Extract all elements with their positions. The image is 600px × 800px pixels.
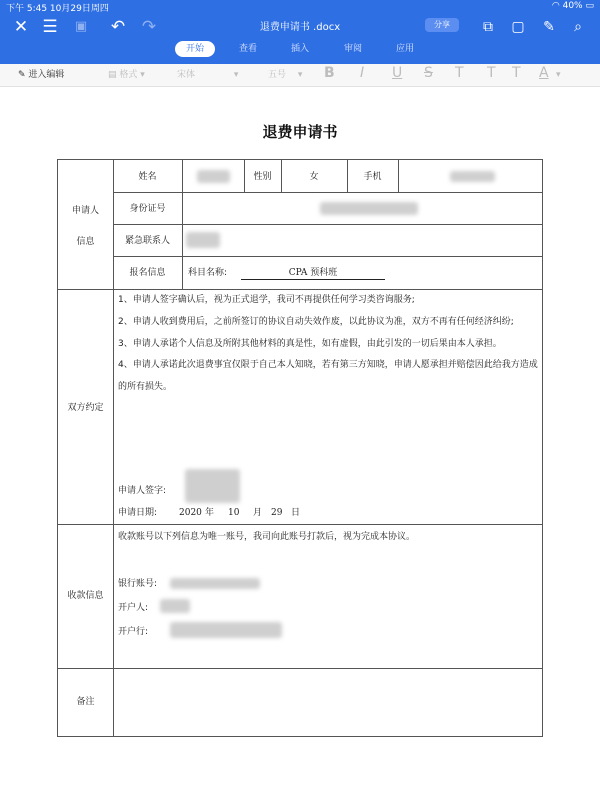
font-label: 宋体 <box>177 70 196 80</box>
tab-review[interactable]: 审阅 <box>343 44 362 54</box>
tab-apps[interactable]: 应用 <box>395 44 414 54</box>
applicant-section-label: 信息 <box>76 237 95 247</box>
ribbon-tabs <box>0 41 600 59</box>
text-effect-button[interactable]: T <box>512 65 521 81</box>
redacted-account-holder <box>160 599 190 613</box>
style-icon: ▤ <box>108 70 120 80</box>
chevron-down-icon: ▾ <box>195 70 239 80</box>
row-divider <box>113 192 542 193</box>
edit-pen-icon: ✎ <box>18 70 29 80</box>
battery-indicator <box>552 1 594 11</box>
row-divider <box>113 256 542 257</box>
clause-4: 4、申请人承诺此次退费事宜仅限于自己本人知晓，若有第三方知晓，申请人愿承担并赔偿因此给我方造成的所有损失。 <box>118 360 538 393</box>
italic-button[interactable]: I <box>360 65 365 81</box>
document-file-name: 退费申请书 .docx <box>259 22 341 33</box>
payment-note: 收款账号以下列信息为唯一账号，我司向此账号打款后，视为完成本协议。 <box>118 532 416 542</box>
share-button[interactable]: 分享 <box>425 18 459 32</box>
payment-info-label: 收款信息 <box>67 591 104 601</box>
agreement-clauses <box>118 290 538 399</box>
document-title: 退费申请书 <box>262 123 338 141</box>
redo-icon[interactable]: ↷ <box>141 17 157 37</box>
bank-account-label: 银行账号: <box>118 579 158 589</box>
chevron-down-icon[interactable]: ▾ <box>556 70 561 80</box>
battery-percent: 40% <box>562 1 583 11</box>
undo-icon[interactable]: ↶ <box>110 17 126 37</box>
style-label: 格式 <box>119 70 138 80</box>
redacted-id-number <box>320 202 418 215</box>
subject-name-value: CPA 预科班 <box>241 267 385 280</box>
copy-icon[interactable]: ⧉ <box>483 19 493 35</box>
gender-value: 女 <box>309 172 319 182</box>
status-bar <box>0 0 600 14</box>
fullscreen-icon[interactable]: ▢ <box>511 19 525 35</box>
tab-view[interactable]: 查看 <box>238 44 257 54</box>
bank-name-label: 开户行: <box>118 627 149 637</box>
emergency-contact-label: 紧急联系人 <box>124 236 170 246</box>
redacted-signature <box>185 469 240 503</box>
column-divider <box>182 160 183 289</box>
day-unit: 日 <box>291 508 301 518</box>
clause-3: 3、申请人承诺个人信息及所附其他材料的真是性，如有虚假，由此引发的一切后果由本人承担。 <box>118 338 502 349</box>
agreement-label: 双方约定 <box>67 403 104 413</box>
font-size-dropdown[interactable] <box>268 68 302 82</box>
underline-button[interactable]: U <box>392 65 403 81</box>
date-day: 29 <box>271 508 283 518</box>
date-month: 10 <box>228 508 240 518</box>
status-time-date: 下午 5:45 10月29日周四 <box>6 4 109 14</box>
font-color-button[interactable]: A <box>539 65 549 81</box>
tab-home[interactable]: 开始 <box>175 41 215 57</box>
redacted-bank-account <box>170 578 260 589</box>
chevron-down-icon: ▾ <box>286 70 303 80</box>
superscript-button[interactable]: T <box>455 65 464 81</box>
row-divider <box>113 224 542 225</box>
enroll-info-label: 报名信息 <box>129 268 166 278</box>
name-label: 姓名 <box>138 172 157 182</box>
menu-icon[interactable]: ☰ <box>42 17 58 37</box>
font-size-label: 五号 <box>268 70 287 80</box>
format-toolbar <box>0 64 600 87</box>
subscript-button[interactable]: T <box>487 65 496 81</box>
applicant-section-label: 申请人 <box>71 206 99 216</box>
font-dropdown[interactable] <box>177 68 238 82</box>
style-dropdown[interactable] <box>108 68 145 82</box>
enter-edit-label: 进入编辑 <box>28 70 65 80</box>
year-unit: 年 <box>205 508 215 518</box>
battery-icon: ▭ <box>582 1 594 11</box>
app-header <box>0 14 600 64</box>
pen-icon[interactable]: ✎ <box>543 19 555 35</box>
bold-button[interactable]: B <box>324 65 335 81</box>
application-date-label: 申请日期: <box>118 508 158 518</box>
redacted-name <box>197 170 230 183</box>
tab-insert[interactable]: 插入 <box>290 44 309 54</box>
save-icon[interactable]: ▣ <box>74 19 88 34</box>
chevron-down-icon: ▾ <box>137 70 145 80</box>
enter-edit-button[interactable] <box>18 68 64 82</box>
signature-label: 申请人签字: <box>118 486 167 496</box>
account-holder-label: 开户人: <box>118 603 149 613</box>
redacted-phone <box>450 171 495 182</box>
remarks-label: 备注 <box>76 697 95 707</box>
close-icon[interactable]: ✕ <box>13 17 29 37</box>
search-icon[interactable]: ⌕ <box>574 19 582 35</box>
refund-form-table <box>57 159 543 737</box>
strikethrough-button[interactable]: S <box>424 65 433 81</box>
column-divider <box>398 160 399 192</box>
row-divider <box>58 668 542 669</box>
date-year: 2020 <box>179 508 202 518</box>
redacted-emergency-contact <box>186 232 220 248</box>
subject-name-label: 科目名称: <box>188 268 228 278</box>
clause-2: 2、申请人收到费用后，之前所签订的协议自动失效作废，以此协议为准，双方不再有任何经济纠纷; <box>118 316 514 327</box>
row-divider <box>58 524 542 525</box>
month-unit: 月 <box>253 508 263 518</box>
gender-label: 性别 <box>253 172 272 182</box>
redacted-bank-name <box>170 622 282 638</box>
id-number-label: 身份证号 <box>129 204 166 214</box>
clause-1: 1、申请人签字确认后，视为正式退学，我司不再提供任何学习类咨询服务; <box>118 295 415 305</box>
wifi-icon: ◠ <box>551 1 563 11</box>
phone-label: 手机 <box>363 172 382 182</box>
